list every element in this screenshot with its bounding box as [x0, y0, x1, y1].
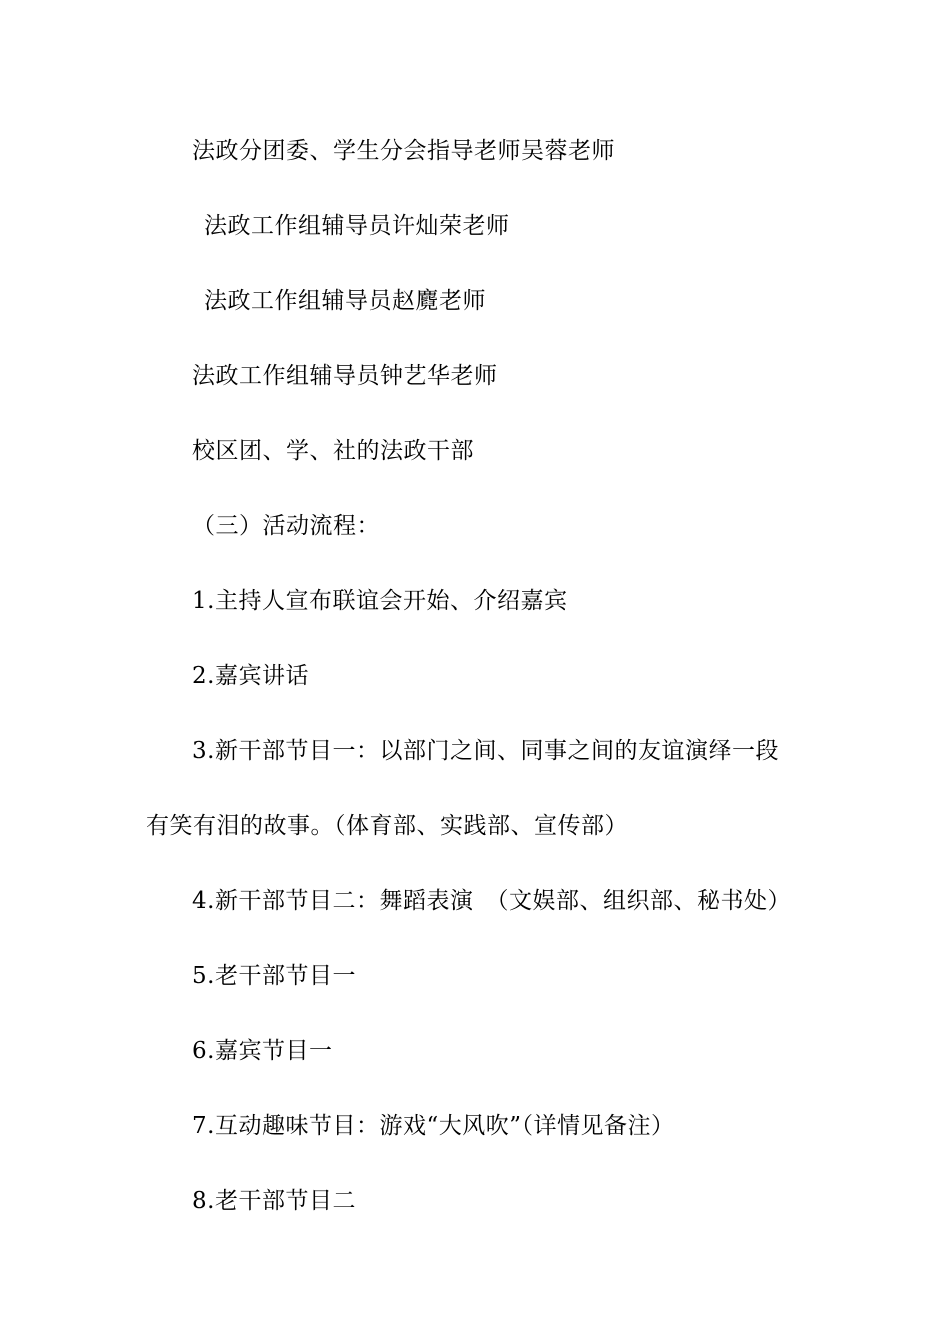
list-item-2: 2.嘉宾讲话	[192, 663, 309, 689]
list-item-8: 8.老干部节目二	[192, 1188, 356, 1214]
text-line-instructor-wu: 法政分团委、学生分会指导老师吴蓉老师	[192, 138, 615, 164]
list-item-5: 5.老干部节目一	[192, 963, 356, 989]
section-heading-activity-flow: （三）活动流程：	[192, 513, 380, 539]
list-item-3-continuation: 有笑有泪的故事。（体育部、实践部、宣传部）	[146, 813, 628, 839]
list-item-3: 3.新干部节目一：以部门之间、同事之间的友谊演绎一段	[192, 738, 779, 764]
list-item-4: 4.新干部节目二：舞蹈表演 （文娱部、组织部、秘书处）	[192, 888, 791, 914]
list-item-6: 6.嘉宾节目一	[192, 1038, 333, 1064]
text-line-cadres: 校区团、学、社的法政干部	[192, 438, 474, 464]
list-item-1: 1.主持人宣布联谊会开始、介绍嘉宾	[192, 588, 568, 614]
text-line-counselor-xu: 法政工作组辅导员许灿荣老师	[204, 213, 510, 239]
list-item-7: 7.互动趣味节目：游戏“大风吹”（详情见备注）	[192, 1113, 675, 1139]
text-line-counselor-zhao: 法政工作组辅导员赵麑老师	[204, 288, 486, 314]
text-line-counselor-zhong: 法政工作组辅导员钟艺华老师	[192, 363, 498, 389]
